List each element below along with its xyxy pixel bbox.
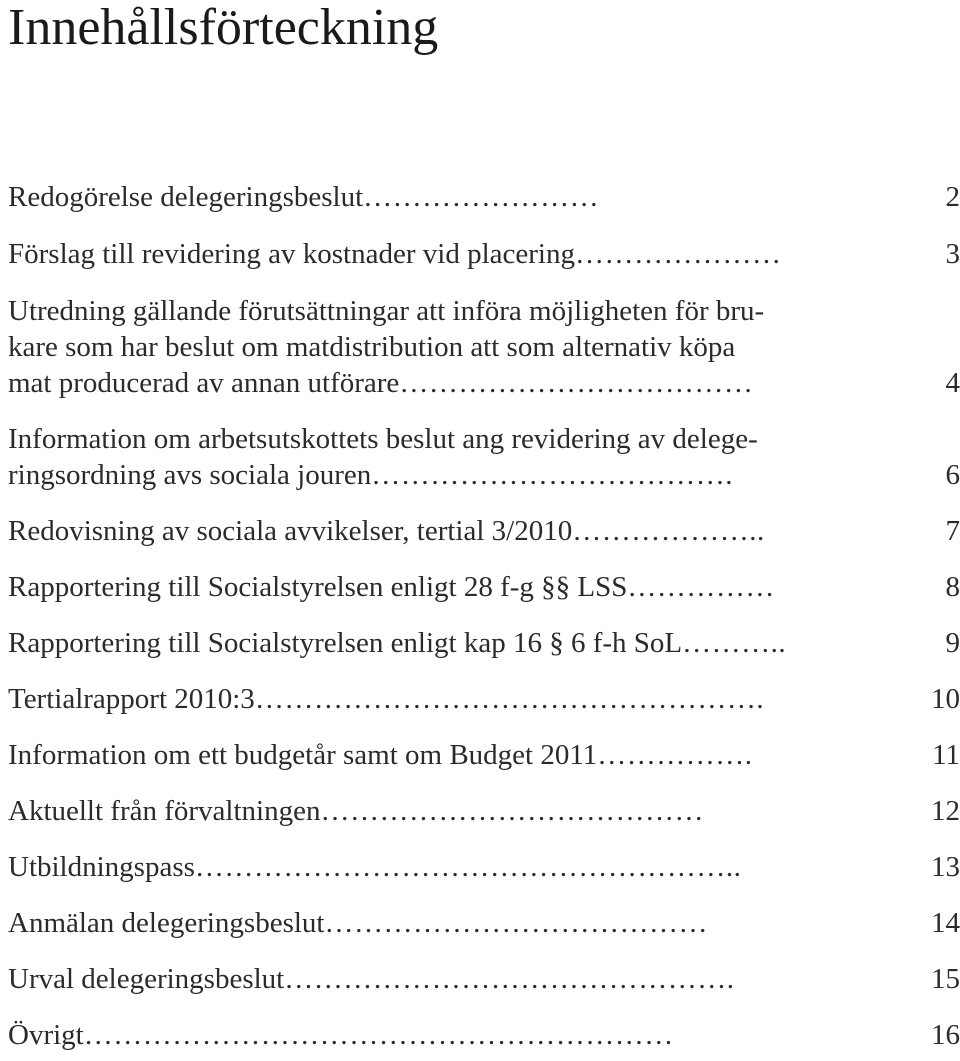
toc-entry[interactable] [8, 236, 960, 272]
toc-page-number: 13 [931, 851, 960, 883]
toc-entry-text: Redovisning av sociala avvikelser, tertial 3/2010 [8, 515, 573, 547]
toc-dot-leader: ……………………………………………….. [194, 851, 742, 883]
toc-dot-leader: ……………………………… [399, 367, 754, 399]
toc-entry-title [8, 681, 960, 717]
toc-dot-leader: ……………….. [572, 515, 765, 547]
toc-entry-line [8, 793, 898, 829]
toc-entry-line [8, 236, 898, 272]
toc-entry[interactable] [8, 737, 960, 773]
toc-entry-title [8, 513, 960, 549]
toc-entry-line [8, 569, 898, 605]
toc-dot-leader: ………………………………………. [284, 963, 735, 995]
toc-dot-leader: ………………………………… [324, 907, 708, 939]
toc-entry-line [8, 1017, 898, 1053]
toc-page-number: 3 [945, 238, 960, 270]
toc-page-number: 9 [945, 627, 960, 659]
toc-entry-title [8, 905, 960, 941]
toc-entry-line [8, 365, 898, 401]
toc-dot-leader: ………………………………. [371, 459, 733, 491]
toc-entry[interactable] [8, 1017, 960, 1053]
toc-entry-title [8, 849, 960, 885]
toc-entry[interactable] [8, 513, 960, 549]
toc-entry-text: Anmälan delegeringsbeslut [8, 907, 325, 939]
toc-dot-leader: …………………… [363, 181, 600, 213]
toc-entry-title [8, 236, 960, 272]
toc-entry-text: Övrigt [8, 1019, 84, 1051]
toc-entry[interactable] [8, 681, 960, 717]
toc-entry-text: Aktuellt från förvaltningen [8, 795, 321, 827]
toc-entry-title [8, 293, 960, 401]
toc-entry[interactable] [8, 421, 960, 493]
toc-entry-title [8, 625, 960, 661]
toc-entry-text: Tertialrapport 2010:3 [8, 683, 255, 715]
toc-entry-text: Rapportering till Socialstyrelsen enligt kap 16 § 6 f-h SoL [8, 627, 683, 659]
toc-entry-text: Redogörelse delegeringsbeslut [8, 181, 364, 213]
toc-entry[interactable] [8, 569, 960, 605]
toc-entry-text: ringsordning avs sociala jouren [8, 459, 372, 491]
toc-entry-title [8, 793, 960, 829]
toc-page-number: 8 [945, 571, 960, 603]
toc-entry-text: Utbildningspass [8, 851, 195, 883]
toc-entry[interactable] [8, 793, 960, 829]
toc-page-number: 16 [931, 1019, 960, 1051]
toc-entry-title [8, 1017, 960, 1053]
page-title: Innehållsförteckning [8, 0, 439, 56]
toc-entry-title [8, 569, 960, 605]
toc-entry[interactable] [8, 905, 960, 941]
toc-dot-leader: ………………………………… [320, 795, 704, 827]
toc-entry-title [8, 179, 960, 215]
toc-dot-leader: ……………………………………………. [254, 683, 765, 715]
toc-entry-line [8, 905, 898, 941]
toc-entry-text: mat producerad av annan utförare [8, 367, 400, 399]
toc-entry-text: Utredning gällande förutsättningar att införa möjligheten för bru- [8, 295, 765, 327]
toc-page-number: 4 [945, 367, 960, 399]
toc-entry-line [8, 849, 898, 885]
toc-entry-title [8, 961, 960, 997]
toc-page-number: 6 [945, 459, 960, 491]
toc-entry[interactable] [8, 293, 960, 401]
toc-entry-title [8, 737, 960, 773]
toc-page-number: 12 [931, 795, 960, 827]
toc-page-number: 15 [931, 963, 960, 995]
toc-entry[interactable] [8, 625, 960, 661]
toc-entry-line [8, 961, 898, 997]
toc-entry-line [8, 625, 898, 661]
toc-page-number: 2 [945, 181, 960, 213]
toc-entry-text: Information om arbetsutskottets beslut ang revidering av delege- [8, 423, 758, 455]
toc-entry[interactable] [8, 179, 960, 215]
toc-entry-line [8, 737, 898, 773]
toc-entry-line [8, 681, 898, 717]
toc-dot-leader: …………… [627, 571, 775, 603]
toc-dot-leader: ………………… [574, 238, 782, 270]
toc-page-number: 10 [931, 683, 960, 715]
toc-entry-line [8, 293, 898, 329]
toc-entry[interactable] [8, 961, 960, 997]
toc-entry-text: Rapportering till Socialstyrelsen enligt 28 f-g §§ LSS [8, 571, 628, 603]
toc-entry-line [8, 457, 898, 493]
toc-page-number: 14 [931, 907, 960, 939]
toc-entry-text: Förslag till revidering av kostnader vid placering [8, 238, 575, 270]
toc-entry-line [8, 513, 898, 549]
toc-page-number: 11 [932, 739, 960, 771]
toc-dot-leader: ……………. [597, 739, 753, 771]
table-of-contents [8, 159, 960, 1053]
toc-entry[interactable] [8, 849, 960, 885]
toc-entry-text: Information om ett budgetår samt om Budget 2011 [8, 739, 598, 771]
toc-entry-line [8, 329, 898, 365]
toc-entry-line [8, 421, 898, 457]
toc-entry-title [8, 421, 960, 493]
toc-dot-leader: ……….. [682, 627, 787, 659]
toc-entry-line [8, 179, 898, 215]
toc-page-number: 7 [945, 515, 960, 547]
toc-entry-text: kare som har beslut om matdistribution att som alternativ köpa [8, 331, 736, 363]
toc-dot-leader: …………………………………………………… [83, 1019, 674, 1051]
toc-entry-text: Urval delegeringsbeslut [8, 963, 285, 995]
